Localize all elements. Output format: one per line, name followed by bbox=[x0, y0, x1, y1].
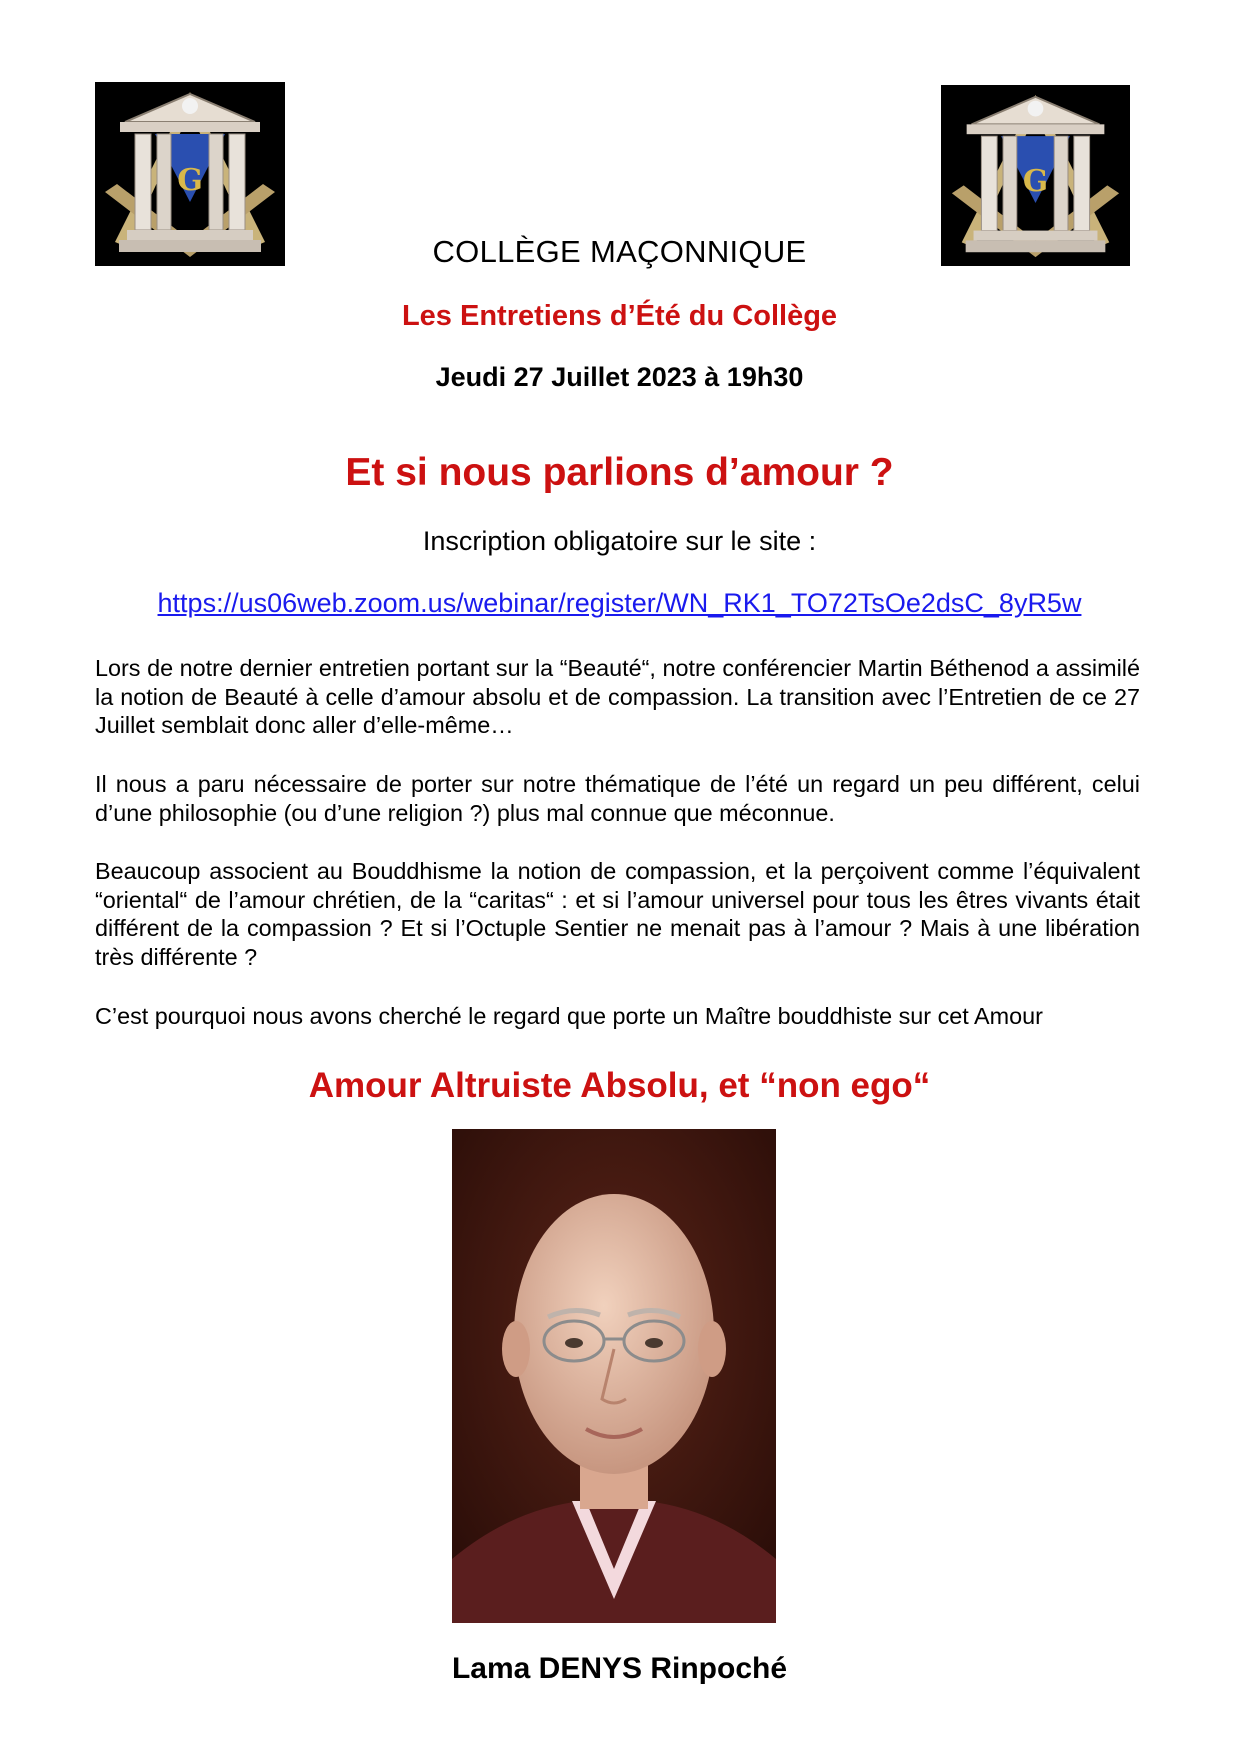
event-series-title: Les Entretiens d’Été du Collège bbox=[401, 300, 838, 332]
logo-letter: G bbox=[1022, 163, 1049, 199]
buddhism-paragraph: Beaucoup associent au Bouddhisme la notion de compassion, et la perçoivent comme l’équivalent “oriental“ de l’amour chrétien, de la “caritas“ : et si l’amour universel pour tous les êtres vivants était différent de la compassion ? Et si l’Octuple Sentier ne menait pas à l’amour ? Mais à une libération très différente ? bbox=[95, 858, 1140, 970]
intro-paragraph: Lors de notre dernier entretien portant sur la “Beauté“, notre conférencier Martin Béthenod a assimilé la notion de Beauté à celle d’amour absolu et de compassion. La transition avec l’Entretien de ce 27 Juillet semblait donc aller d’elle-même… bbox=[95, 655, 1140, 738]
talk-subtitle: Amour Altruiste Absolu, et “non ego“ bbox=[308, 1066, 931, 1105]
speaker-portrait bbox=[452, 1129, 776, 1623]
event-title: Et si nous parlions d’amour ? bbox=[345, 451, 894, 494]
speaker-name: Lama DENYS Rinpoché bbox=[451, 1652, 788, 1685]
registration-note: Inscription obligatoire sur le site : bbox=[422, 526, 817, 556]
logo-letter: G bbox=[177, 163, 203, 198]
theme-paragraph: Il nous a paru nécessaire de porter sur notre thématique de l’été un regard un peu différent, celui d’une philosophie (ou d’une religion ?) plus mal connue que méconnue. bbox=[95, 771, 1140, 826]
portrait-image bbox=[452, 1129, 776, 1623]
closing-paragraph: C’est pourquoi nous avons cherché le regard que porte un Maître bouddhiste sur cet Amour bbox=[95, 1003, 1043, 1029]
event-date: Jeudi 27 Juillet 2023 à 19h30 bbox=[435, 362, 804, 392]
college-name: COLLÈGE MAÇONNIQUE bbox=[432, 234, 807, 269]
registration-link[interactable]: https://us06web.zoom.us/webinar/register/WN_RK1_TO72TsOe2dsC_8yR5w bbox=[157, 588, 1082, 618]
